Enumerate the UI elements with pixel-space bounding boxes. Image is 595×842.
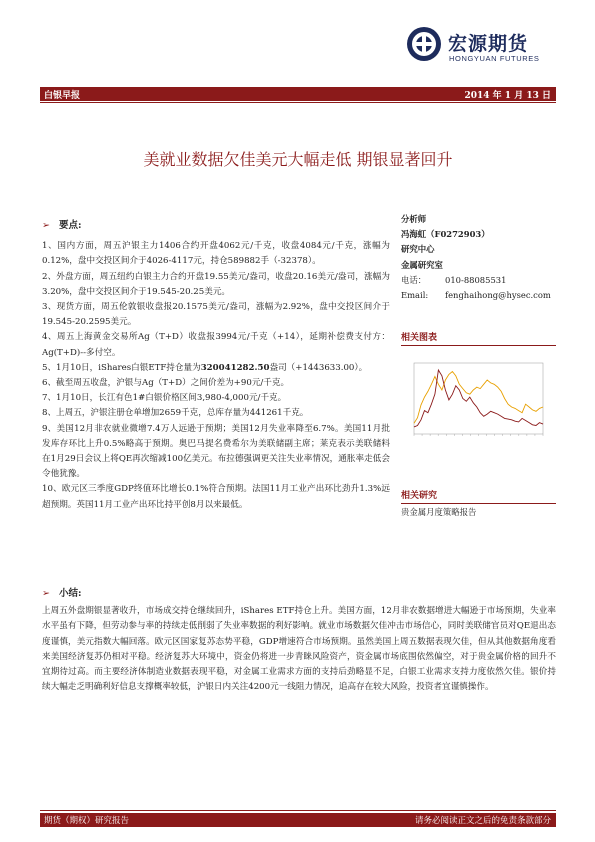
footer-left-text: 期货（期权）研究报告	[44, 816, 130, 826]
related-research-list	[401, 505, 561, 520]
logo-chinese-name: 宏源期货	[448, 33, 529, 55]
summary-section	[42, 586, 556, 695]
related-research-item[interactable]: 贵金属月度策略报告	[401, 507, 477, 517]
key-point-7: 7、1月10日，长江有色1#白银价格区间3,980-4,000元/千克。	[42, 393, 287, 404]
analyst-phone: 电话： 010-88085531	[401, 274, 507, 285]
related-research-heading: 相关研究	[401, 488, 556, 504]
analyst-name: 冯海虹（F0272903）	[401, 229, 490, 240]
key-point-3: 3、现货方面，周五伦敦银收盘报20.1575美元/盎司，涨幅为2.92%，盘中交投区间介于19.545-20.2595美元。	[42, 302, 390, 328]
header-divider	[40, 102, 556, 103]
analyst-dept: 研究中心	[401, 244, 435, 255]
report-type: 白银早报	[44, 91, 81, 101]
page-title: 美就业数据欠佳美元大幅走低 期银显著回升	[143, 150, 453, 169]
key-point-1: 1、国内方面，周五沪银主力1406合约开盘4062元/千克，收盘4084元/千克，涨幅为0.12%，盘中交投区间介于4026-4117元，持仓589882手（-32378）。	[42, 241, 390, 267]
footer-divider	[40, 810, 556, 811]
arrow-bullet-icon: ➢	[42, 588, 50, 599]
chart-series-line-2	[414, 370, 543, 427]
key-point-4: 4、周五上海黄金交易所Ag（T+D）收盘报3994元/千克（+14），延期补偿费支付方：Ag(T+D)--多付空。	[42, 332, 390, 358]
etf-holding-value: 320041282.50	[200, 362, 270, 373]
key-point-6: 6、截至周五收盘，沪银与Ag（T+D）之间价差为+90元/千克。	[42, 378, 290, 389]
logo-english-name: HONGYUAN FUTURES	[449, 54, 540, 63]
price-chart	[400, 355, 557, 450]
analyst-team: 金属研究室	[401, 259, 443, 270]
key-point-8: 8、上周五，沪银注册仓单增加2659千克，总库存量为441261千克。	[42, 408, 309, 419]
analyst-email: Email: fenghaihong@hysec.com	[401, 290, 551, 301]
related-chart-heading: 相关图表	[401, 330, 556, 346]
company-logo-icon	[406, 26, 442, 62]
key-point-9: 9、美国12月非农就业微增7.4万人远逊于预期；美国12月失业率降至6.7%。美国11月批发库存环比上升0.5%略高于预期。奥巴马提名费希尔为美联储副主席；莱克表示美联储料在1月29日会议上将QE再次缩减100亿美元。布拉德强调更关注失业率情况，通胀率走低会令他犹豫。	[42, 423, 390, 480]
analyst-info	[401, 212, 561, 303]
analyst-label: 分析师	[401, 214, 427, 224]
key-points-section	[42, 218, 390, 513]
summary-heading: ➢ 小结:	[42, 588, 82, 599]
footer-disclaimer: 请务必阅读正文之后的免责条款部分	[414, 816, 551, 826]
key-points-heading: ➢ 要点:	[42, 220, 82, 231]
report-date: 2014 年 1 月 13 日	[464, 91, 551, 101]
arrow-bullet-icon: ➢	[42, 220, 50, 231]
key-point-2: 2、外盘方面，周五纽约白银主力合约开盘19.55美元/盎司，收盘20.16美元/盎司，涨幅为3.20%，盘中交投区间介于19.545-20.25美元。	[42, 271, 390, 297]
summary-text: 上周五外盘期银显著收升，市场成交持仓继续回升，iShares ETF持仓上升。美国方面，12月非农数据增进大幅逊于市场预期，失业率水平虽有下降，但劳动参与率的持续走低削弱了失业率数据的利好影响。就业市场数据欠佳冲击市场信心，同时美联储官员对QE退出态度谨慎，美元指数大幅回落。欧元区国家复苏态势平稳，GDP增速符合市场预期。虽然美国上周五数据表现欠佳，但从其他数据角度看来美国经济复苏仍相对平稳。经济复苏大环境中，资金仍将进一步青睐风险资产，资金属市场底围依然偏空，对于贵金属价格的回升不宜期待过高。而主要经济体制造业数据表现平稳，对金属工业需求方面的支持后劲略显不足，白银工业需求支持力度依然欠佳。银价持续大幅走乏明确利好信息支撑概率较低，沪银日内关注4200元一线阻力情况，追高存在较大风险，投资者宜谨慎操作。	[42, 606, 556, 693]
key-point-10: 10、欧元区三季度GDP终值环比增长0.1%符合预期。法国11月工业产出环比劲升1.3%远超预期。英国11月工业产出环比持平创8月以来最低。	[42, 484, 390, 510]
key-point-5: 5、1月10日，iShares白银ETF持仓量为320041282.50盎司（+1443633.00）。	[42, 362, 368, 373]
